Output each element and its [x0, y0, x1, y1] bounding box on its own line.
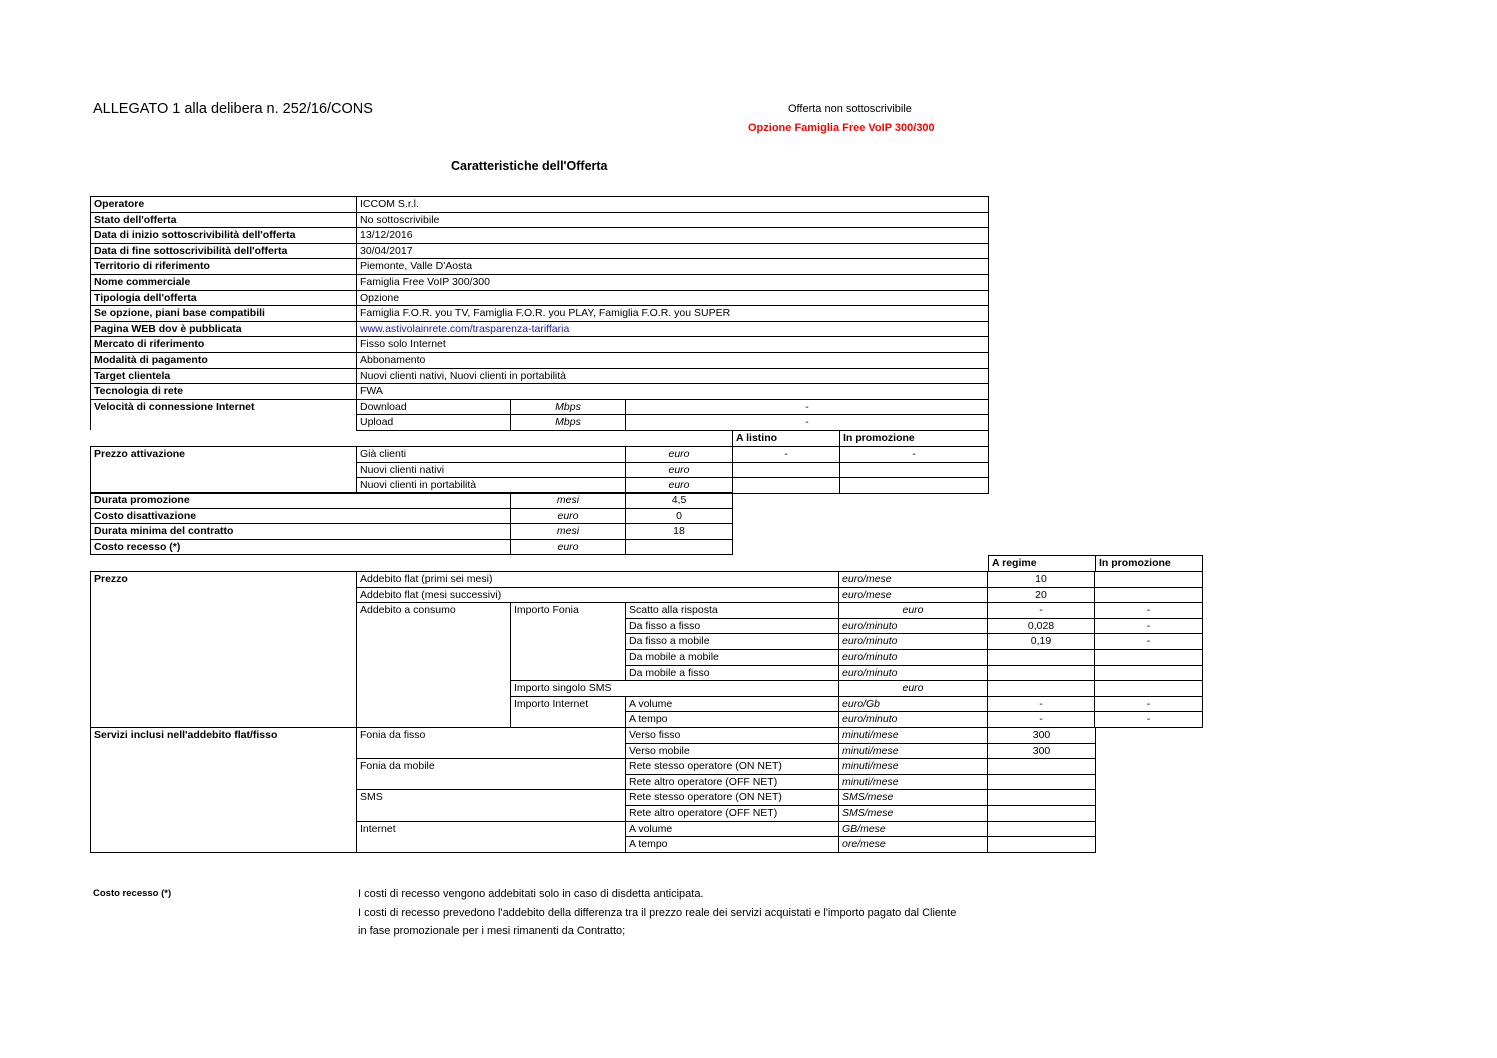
duration-row [91, 493, 733, 509]
service-unit: minuti/mese [839, 759, 988, 775]
offer-title: Opzione Famiglia Free VoIP 300/300 [748, 122, 935, 134]
price-header [988, 555, 1203, 572]
fonia-unit: euro/minuto [839, 665, 988, 681]
speed-name: Upload [357, 415, 511, 431]
info-row [91, 384, 989, 400]
col-promozione: In promozione [1096, 556, 1203, 572]
duration-label: Durata promozione [91, 493, 511, 509]
duration-label: Costo disattivazione [91, 508, 511, 524]
activation-unit: euro [626, 462, 733, 478]
info-label: Stato dell'offerta [91, 212, 357, 228]
duration-row [91, 508, 733, 524]
fonia-promo: - [1095, 634, 1203, 650]
service-name: Rete altro operatore (OFF NET) [626, 774, 839, 790]
speed-name: Download [357, 399, 511, 415]
col-a-regime: A regime [989, 556, 1096, 572]
info-label: Data di fine sottoscrivibilità dell'offerta [91, 243, 357, 259]
fonia-promo: - [1095, 603, 1203, 619]
activation-name: Nuovi clienti nativi [357, 462, 626, 478]
allegato-title: ALLEGATO 1 alla delibera n. 252/16/CONS [93, 101, 373, 117]
activation-row [91, 447, 989, 463]
info-label: Se opzione, piani base compatibili [91, 306, 357, 322]
activation-listino [733, 462, 840, 478]
info-label: Mercato di riferimento [91, 337, 357, 353]
service-unit: SMS/mese [839, 790, 988, 806]
info-value: No sottoscrivibile [357, 212, 989, 228]
note-line: I costi di recesso vengono addebitati solo in caso di disdetta anticipata. [358, 888, 704, 900]
fonia-name: Da mobile a mobile [626, 649, 839, 665]
service-value [988, 837, 1096, 853]
speed-value: - [626, 415, 989, 431]
activation-listino: - [733, 447, 840, 463]
flat-name: Addebito flat (mesi successivi) [357, 587, 839, 603]
service-group: Fonia da fisso [357, 728, 626, 759]
service-group: SMS [357, 790, 626, 821]
fonia-name: Da fisso a mobile [626, 634, 839, 650]
fonia-regime: - [988, 603, 1095, 619]
service-name: A tempo [626, 837, 839, 853]
service-name: Verso mobile [626, 743, 839, 759]
activation-table [90, 446, 989, 494]
price-table [90, 571, 1203, 728]
internet-label: Importo Internet [511, 696, 626, 727]
duration-value: 0 [626, 508, 733, 524]
service-unit: minuti/mese [839, 743, 988, 759]
info-row [91, 243, 989, 259]
duration-unit: mesi [511, 493, 626, 509]
info-value: Opzione [357, 290, 989, 306]
internet-promo: - [1095, 712, 1203, 728]
internet-promo: - [1095, 696, 1203, 712]
flat-promo [1095, 572, 1203, 588]
fonia-name: Da fisso a fisso [626, 618, 839, 634]
info-row [91, 321, 989, 337]
info-label: Target clientela [91, 368, 357, 384]
notes-label: Costo recesso (*) [93, 888, 172, 899]
duration-value: 4,5 [626, 493, 733, 509]
durations-table [90, 492, 733, 555]
info-value: 30/04/2017 [357, 243, 989, 259]
service-row [91, 728, 1096, 744]
fonia-regime: 0,19 [988, 634, 1095, 650]
section-title: Caratteristiche dell'Offerta [451, 159, 608, 173]
service-unit: minuti/mese [839, 728, 988, 744]
duration-row [91, 539, 733, 555]
internet-regime: - [988, 696, 1095, 712]
note-line: I costi di recesso prevedono l'addebito della differenza tra il prezzo reale dei servizi acquistati e l'importo pagato dal Cliente [358, 907, 957, 919]
service-value [988, 790, 1096, 806]
info-row [91, 259, 989, 275]
speed-unit: Mbps [511, 415, 626, 431]
service-name: Verso fisso [626, 728, 839, 744]
speed-unit: Mbps [511, 399, 626, 415]
duration-unit: euro [511, 539, 626, 555]
sms-unit: euro [839, 681, 988, 697]
fonia-regime [988, 649, 1095, 665]
price-row [91, 572, 1203, 588]
fonia-name: Scatto alla risposta [626, 603, 839, 619]
info-row [91, 306, 989, 322]
offer-status-note: Offerta non sottoscrivibile [788, 103, 912, 115]
duration-label: Costo recesso (*) [91, 539, 511, 555]
duration-label: Durata minima del contratto [91, 524, 511, 540]
info-value: ICCOM S.r.l. [357, 197, 989, 213]
services-label: Servizi inclusi nell'addebito flat/fisso [91, 728, 357, 853]
service-value: 300 [988, 743, 1096, 759]
service-unit: minuti/mese [839, 774, 988, 790]
service-name: Rete stesso operatore (ON NET) [626, 790, 839, 806]
duration-unit: mesi [511, 524, 626, 540]
activation-promo [840, 462, 989, 478]
service-value [988, 821, 1096, 837]
info-value: Abbonamento [357, 352, 989, 368]
fonia-regime: 0,028 [988, 618, 1095, 634]
fonia-unit: euro/minuto [839, 634, 988, 650]
activation-unit: euro [626, 478, 733, 494]
info-value: Famiglia Free VoIP 300/300 [357, 274, 989, 290]
service-name: Rete stesso operatore (ON NET) [626, 759, 839, 775]
sms-regime [988, 681, 1095, 697]
flat-unit: euro/mese [839, 572, 988, 588]
fonia-unit: euro/minuto [839, 649, 988, 665]
activation-promo [840, 478, 989, 494]
info-row [91, 290, 989, 306]
col-a-listino: A listino [733, 431, 840, 447]
activation-name: Nuovi clienti in portabilità [357, 478, 626, 494]
info-label: Territorio di riferimento [91, 259, 357, 275]
service-unit: GB/mese [839, 821, 988, 837]
fonia-label: Importo Fonia [511, 603, 626, 681]
service-group: Internet [357, 821, 626, 852]
fonia-promo [1095, 649, 1203, 665]
service-group: Fonia da mobile [357, 759, 626, 790]
info-label: Tipologia dell'offerta [91, 290, 357, 306]
internet-name: A volume [626, 696, 839, 712]
service-name: Rete altro operatore (OFF NET) [626, 805, 839, 821]
info-value: Famiglia F.O.R. you TV, Famiglia F.O.R. you PLAY, Famiglia F.O.R. you SUPER [357, 306, 989, 322]
speed-value: - [626, 399, 989, 415]
note-line: in fase promozionale per i mesi rimanenti da Contratto; [358, 925, 626, 937]
sms-label: Importo singolo SMS [511, 681, 839, 697]
service-value: 300 [988, 728, 1096, 744]
internet-unit: euro/Gb [839, 696, 988, 712]
activation-promo: - [840, 447, 989, 463]
services-table [90, 727, 1096, 853]
activation-name: Già clienti [357, 447, 626, 463]
internet-name: A tempo [626, 712, 839, 728]
service-name: A volume [626, 821, 839, 837]
service-value [988, 759, 1096, 775]
fonia-unit: euro/minuto [839, 618, 988, 634]
fonia-unit: euro [839, 603, 988, 619]
info-row [91, 352, 989, 368]
info-row [91, 228, 989, 244]
info-label: Nome commerciale [91, 274, 357, 290]
info-table [90, 196, 989, 431]
info-row [91, 197, 989, 213]
sms-promo [1095, 681, 1203, 697]
duration-value [626, 539, 733, 555]
fonia-name: Da mobile a fisso [626, 665, 839, 681]
info-row [91, 337, 989, 353]
fonia-promo [1095, 665, 1203, 681]
info-value: Piemonte, Valle D'Aosta [357, 259, 989, 275]
flat-regime: 20 [988, 587, 1095, 603]
duration-value: 18 [626, 524, 733, 540]
fonia-regime [988, 665, 1095, 681]
info-label: Tecnologia di rete [91, 384, 357, 400]
consumo-label: Addebito a consumo [357, 603, 511, 728]
flat-promo [1095, 587, 1203, 603]
col-in-promozione: In promozione [840, 431, 989, 447]
internet-regime: - [988, 712, 1095, 728]
info-row [91, 368, 989, 384]
activation-listino [733, 478, 840, 494]
info-label: Pagina WEB dov è pubblicata [91, 321, 357, 337]
duration-unit: euro [511, 508, 626, 524]
web-page-link[interactable]: www.astivolainrete.com/trasparenza-tariffaria [360, 322, 570, 335]
flat-unit: euro/mese [839, 587, 988, 603]
info-value: Fisso solo Internet [357, 337, 989, 353]
activation-label: Prezzo attivazione [91, 447, 357, 494]
activation-unit: euro [626, 447, 733, 463]
fonia-promo: - [1095, 618, 1203, 634]
info-label: Modalità di pagamento [91, 352, 357, 368]
service-unit: ore/mese [839, 837, 988, 853]
info-value: Nuovi clienti nativi, Nuovi clienti in portabilità [357, 368, 989, 384]
internet-unit: euro/minuto [839, 712, 988, 728]
price-label: Prezzo [91, 572, 357, 728]
flat-name: Addebito flat (primi sei mesi) [357, 572, 839, 588]
service-value [988, 774, 1096, 790]
speed-label: Velocità di connessione Internet [91, 399, 357, 430]
duration-row [91, 524, 733, 540]
speed-row [91, 399, 989, 415]
info-row [91, 212, 989, 228]
activation-header [732, 430, 989, 447]
info-value: FWA [357, 384, 989, 400]
info-value: 13/12/2016 [357, 228, 989, 244]
info-row [91, 274, 989, 290]
service-unit: SMS/mese [839, 805, 988, 821]
info-label: Operatore [91, 197, 357, 213]
flat-regime: 10 [988, 572, 1095, 588]
service-value [988, 805, 1096, 821]
info-label: Data di inizio sottoscrivibilità dell'offerta [91, 228, 357, 244]
